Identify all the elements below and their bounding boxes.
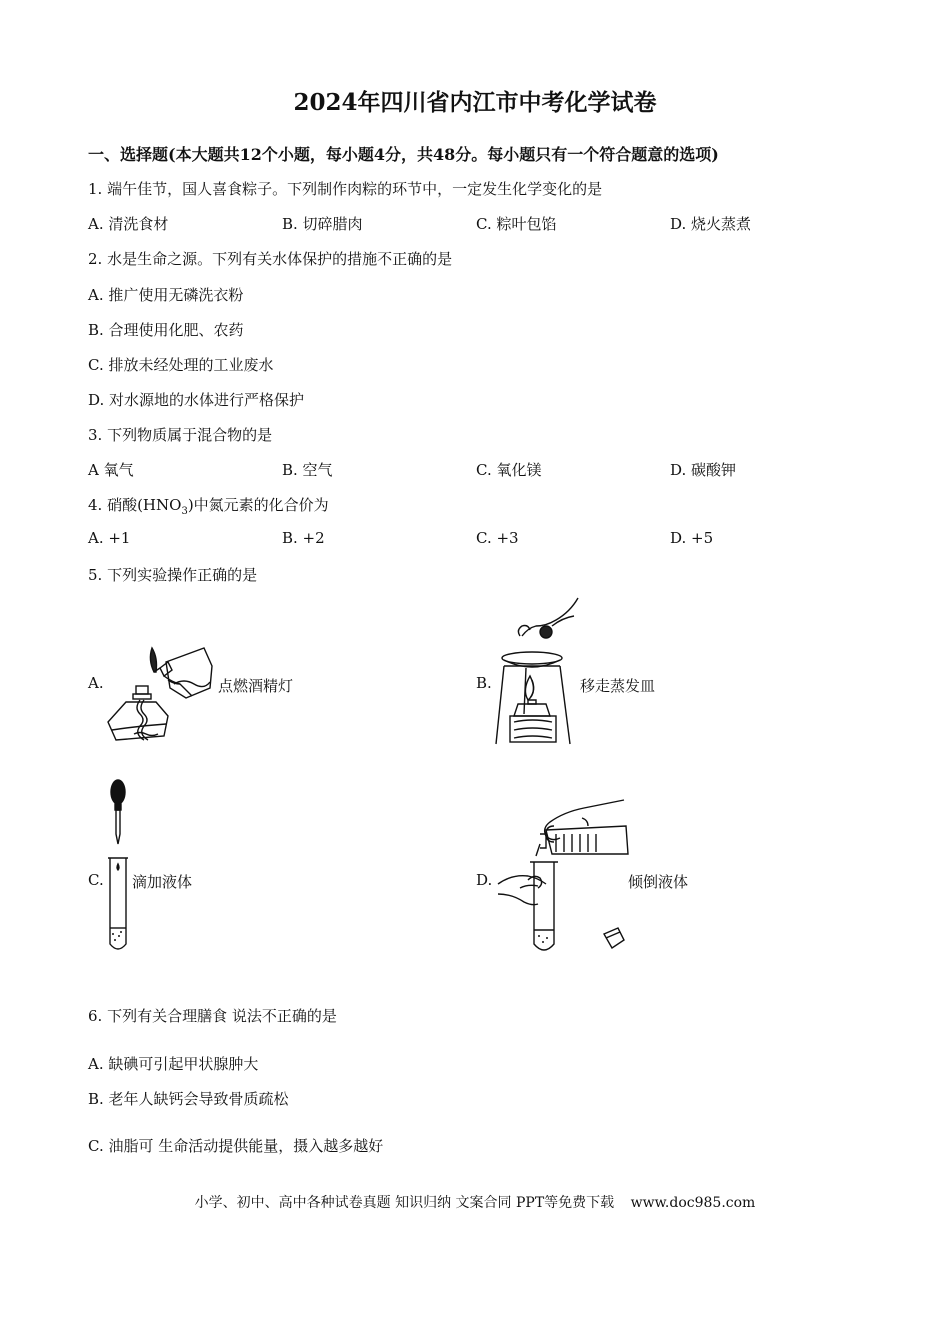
page-title: 2024年四川省内江市中考化学试卷	[293, 89, 657, 116]
option: D. 烧火蒸煮	[670, 215, 752, 233]
stem-text: )中氮元素的化合价为	[187, 496, 329, 514]
option: B. 老年人缺钙会导致骨质疏松	[88, 1090, 289, 1108]
lighting-alcohol-lamp-illustration	[104, 636, 220, 748]
option: D. +5	[670, 529, 714, 547]
option: C. 油脂可 生命活动提供能量，摄入越多越好	[88, 1137, 384, 1155]
pouring-liquid-illustration	[494, 796, 630, 954]
option: A. 缺碘可引起甲状腺肿大	[88, 1055, 259, 1073]
question-stem: 3. 下列物质属于混合物的是	[88, 426, 273, 444]
option: D. 碳酸钾	[670, 461, 737, 479]
option-letter: D.	[476, 871, 493, 889]
option-letter: A.	[88, 674, 104, 692]
option: A 氧气	[88, 461, 134, 479]
option: C. 粽叶包馅	[476, 215, 557, 233]
section-heading: 一、选择题(本大题共12个小题，每小题4分，共48分。每小题只有一个符合题意的选项)	[88, 145, 719, 164]
option: A. +1	[88, 529, 131, 547]
question-stem	[88, 494, 329, 517]
stem-text: 4. 硝酸(HNO	[88, 496, 182, 514]
option: B. 合理使用化肥、农药	[88, 321, 244, 339]
option: B. 空气	[282, 461, 333, 479]
option-label: 移走蒸发皿	[580, 677, 656, 695]
option-letter: C.	[88, 871, 104, 889]
option-label: 滴加液体	[132, 873, 193, 891]
option: A. 推广使用无磷洗衣粉	[88, 286, 244, 304]
question-stem: 2. 水是生命之源。下列有关水体保护的措施不正确的是	[88, 250, 453, 268]
option: D. 对水源地的水体进行严格保护	[88, 391, 305, 409]
option: C. 氧化镁	[476, 461, 542, 479]
question-stem: 6. 下列有关合理膳食 说法不正确的是	[88, 1007, 337, 1025]
footer-text: 小学、初中、高中各种试卷真题 知识归纳 文案合同 PPT等免费下载	[194, 1195, 615, 1211]
question-stem: 5. 下列实验操作正确的是	[88, 566, 258, 584]
evaporating-dish-illustration	[490, 596, 586, 746]
question-stem: 1. 端午佳节，国人喜食粽子。下列制作肉粽的环节中，一定发生化学变化的是	[88, 180, 603, 198]
option: A. 清洗食材	[88, 215, 169, 233]
option-label: 倾倒液体	[628, 873, 689, 891]
page-footer	[0, 1192, 950, 1212]
option: B. 切碎腊肉	[282, 215, 363, 233]
option: C. +3	[476, 529, 519, 547]
option: C. 排放未经处理的工业废水	[88, 356, 274, 374]
option-letter: B.	[476, 674, 492, 692]
subscript: 3	[181, 506, 188, 517]
footer-url: www.doc985.com	[630, 1195, 756, 1211]
option: B. +2	[282, 529, 325, 547]
option-label: 点燃酒精灯	[218, 677, 294, 695]
dropper-test-tube-illustration	[104, 778, 136, 954]
